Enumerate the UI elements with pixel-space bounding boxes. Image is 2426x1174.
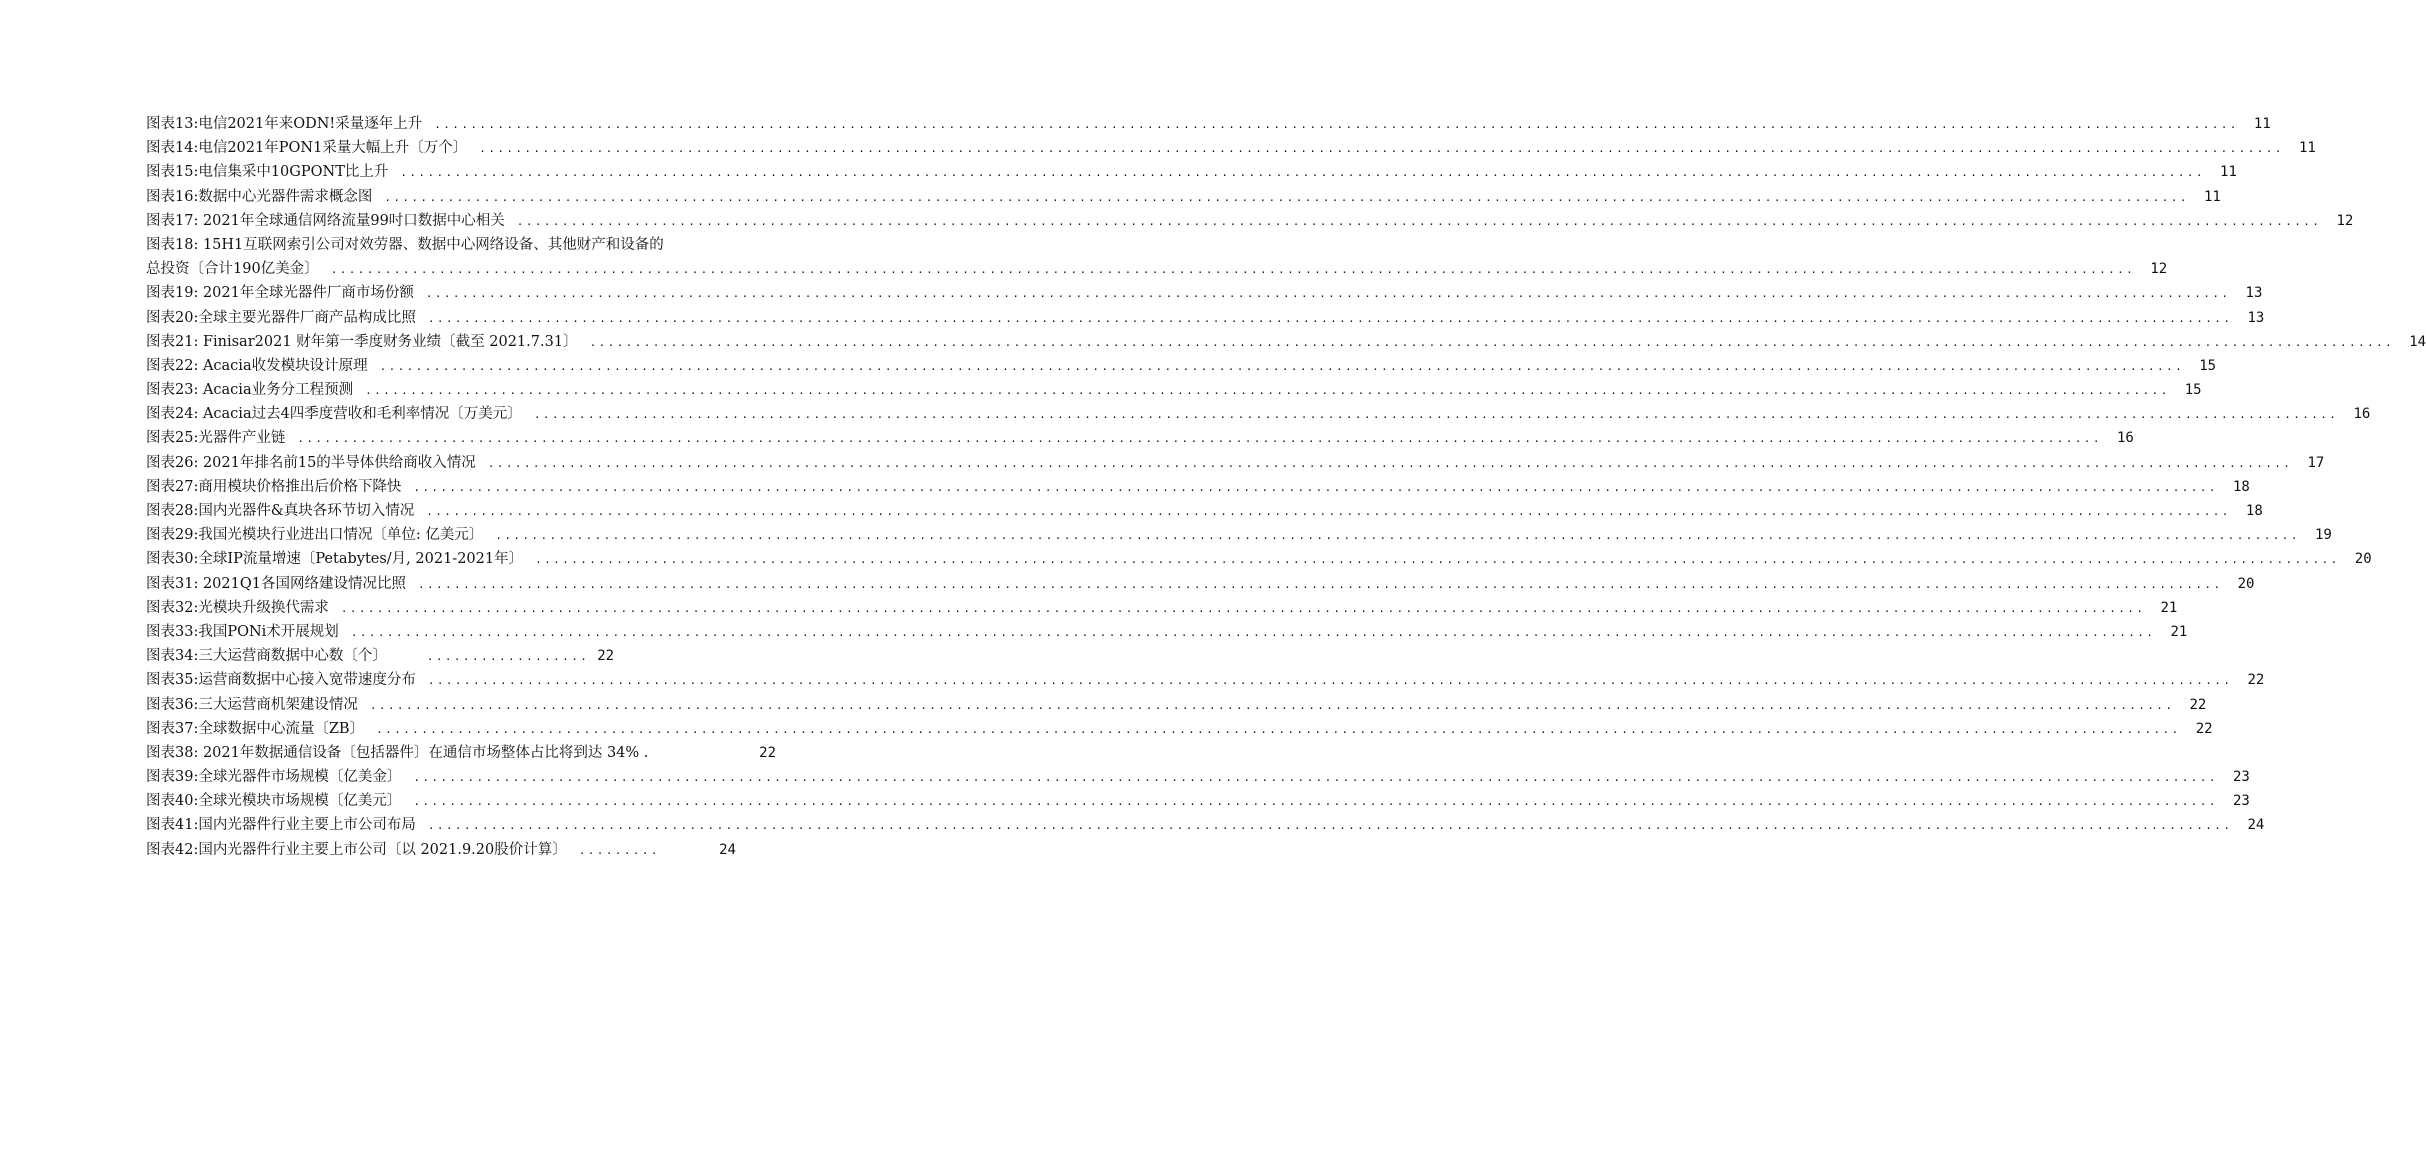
toc-entry-page: 11 xyxy=(2298,140,2316,157)
toc-entry-page: 11 xyxy=(2204,188,2221,205)
dot-leader: .................. xyxy=(426,650,590,664)
toc-entry-page: 20 xyxy=(2237,575,2255,592)
toc-entry-page: 21 xyxy=(2160,599,2178,616)
toc-entry-label: 图表17: 2021年全球通信网络流量99吋口数据中心相关 xyxy=(146,212,505,229)
toc-entry[interactable] xyxy=(146,620,2188,644)
toc-entry-page: 13 xyxy=(2245,285,2263,302)
toc-entry-page: 16 xyxy=(2353,406,2371,423)
toc-entry-page: 18 xyxy=(2245,503,2263,519)
dot-leader: ......... xyxy=(578,843,660,857)
toc-entry-label: 图表14:电信2021年PON1采量大幅上升〔万个〕 xyxy=(146,140,468,157)
toc-entry-label: 图表41:国内光器件行业主要上市公司布局 xyxy=(146,817,416,834)
dot-leader: ........................................................................................................................................................................................................ xyxy=(495,529,2300,543)
toc-entry-page: 23 xyxy=(2233,769,2250,786)
toc-entry-page: 16 xyxy=(2117,430,2134,447)
dot-leader: ........................................................................................................................................................................................................ xyxy=(376,722,2181,736)
toc-entry-label: 图表13:电信2021年来ODN!采量逐年上升 xyxy=(146,116,423,132)
toc-entry[interactable] xyxy=(146,717,2213,741)
toc-entry-label: 图表20:全球主要光器件厂商产品构成比照 xyxy=(146,309,416,326)
toc-entry-label: 图表22: Acacia收发模块设计原理 xyxy=(146,357,368,374)
toc-entry[interactable] xyxy=(146,596,2178,620)
toc-entry[interactable] xyxy=(146,306,2265,330)
toc-entry[interactable] xyxy=(146,789,2250,813)
dot-leader: ........................................................................................................................................................................................................ xyxy=(426,505,2231,518)
toc-entry[interactable] xyxy=(146,475,2250,499)
toc-entry-page: 24 xyxy=(719,841,736,858)
dot-leader: ........................................................................................................................................................................................................ xyxy=(535,553,2340,567)
toc-entry-label: 图表18: 15H1互联网索引公司对效劳器、数据中心网络设备、其他财产和设备的 xyxy=(146,236,664,253)
toc-entry-label: 图表34:三大运营商数据中心数〔个〕 xyxy=(146,648,387,665)
toc-entry[interactable] xyxy=(146,451,2325,475)
dot-leader: ........................................................................................................................................................................................................ xyxy=(427,311,2233,325)
dot-leader: ........................................................................................................................................................................................................ xyxy=(340,601,2146,615)
dot-leader: ........................................................................................................................................................................................................ xyxy=(589,335,2395,349)
toc-entry-label: 总投资〔合计190亿美金〕 xyxy=(146,261,319,278)
toc-entry[interactable] xyxy=(146,257,2168,281)
toc-entry-label: 图表36:三大运营商机架建设情况 xyxy=(146,696,358,713)
dot-leader: ........................................................................................................................................................................................................ xyxy=(350,625,2156,639)
dot-leader: ........................................................................................................................................................................................................ xyxy=(516,214,2322,228)
toc-entry[interactable] xyxy=(146,185,2221,209)
toc-entry-page: 15 xyxy=(2199,357,2217,374)
dot-leader: ........................................................................................................................................................................................................ xyxy=(400,166,2205,180)
toc-entry-label: 图表28:国内光器件&真块各环节切入情况 xyxy=(146,503,415,519)
toc-entry[interactable] xyxy=(146,741,776,765)
toc-entry-page: 12 xyxy=(2150,261,2168,278)
toc-entry-label: 图表27:商用模块价格推出后价格下降快 xyxy=(146,478,402,495)
toc-entry[interactable] xyxy=(146,838,776,862)
toc-entry[interactable] xyxy=(146,813,2265,837)
toc-entry-page: 22 xyxy=(2247,672,2265,689)
toc-entry-page: 22 xyxy=(2189,696,2207,713)
toc-entry[interactable] xyxy=(146,378,2202,402)
toc-entry[interactable] xyxy=(146,426,2134,450)
toc-entry[interactable] xyxy=(146,160,2237,184)
dot-leader: ........................................................................................................................................................................................................ xyxy=(479,142,2284,156)
dot-leader: ........................................................................................................................................................................................................ xyxy=(330,263,2136,277)
toc-entry-page: 17 xyxy=(2307,454,2325,471)
toc-entry[interactable] xyxy=(146,547,2372,571)
dot-leader: ........................................................................................................................................................................................................ xyxy=(369,698,2175,712)
toc-entry-label: 图表38: 2021年数据通信设备〔包括器件〕在通信市场整体占比将到达 34% . xyxy=(146,744,649,761)
toc-entry-label: 图表29:我国光模块行业进出口情况〔单位: 亿美元〕 xyxy=(146,527,484,544)
dot-leader: ........................................................................................................................................................................................................ xyxy=(417,577,2223,591)
toc-entry[interactable] xyxy=(146,209,2354,233)
dot-leader: ........................................................................................................................................................................................................ xyxy=(297,432,2102,446)
toc-entry-page: 18 xyxy=(2233,478,2250,495)
toc-entry-label: 图表21: Finisar2021 财年第一季度财务业绩〔截至 2021.7.31〕 xyxy=(146,333,578,350)
dot-leader: ........................................................................................................................................................................................................ xyxy=(413,771,2218,785)
toc-entry-label: 图表30:全球IP流量增速〔Petabytes/月, 2021-2021年〕 xyxy=(146,551,524,568)
toc-entry-label: 图表40:全球光模块市场规模〔亿美元〕 xyxy=(146,793,402,810)
toc-entry[interactable] xyxy=(146,668,2265,692)
toc-entry-page: 19 xyxy=(2315,527,2332,544)
toc-entry-label: 图表15:电信集采中10GPONT比上升 xyxy=(146,164,389,181)
toc-entry-label: 图表35:运营商数据中心接入宽带速度分布 xyxy=(146,672,416,689)
toc-entry-label: 图表37:全球数据中心流量〔ZB〕 xyxy=(146,720,365,737)
toc-entry-page: 21 xyxy=(2170,623,2188,640)
toc-entry[interactable] xyxy=(146,402,2371,426)
toc-entry-label: 图表25:光器件产业链 xyxy=(146,430,286,447)
toc-entry-page: 22 xyxy=(597,648,615,665)
toc-entry-label: 图表32:光模块升级换代需求 xyxy=(146,599,329,616)
toc-entry[interactable] xyxy=(146,330,2426,354)
toc-entry-label: 图表42:国内光器件行业主要上市公司〔以 2021.9.20股价计算〕 xyxy=(146,841,567,858)
toc-entry-page: 22 xyxy=(759,744,776,761)
toc-entry-label: 图表19: 2021年全球光器件厂商市场份额 xyxy=(146,285,414,302)
toc-entry-label: 图表23: Acacia业务分工程预测 xyxy=(146,382,354,399)
toc-entry-label: 图表24: Acacia过去4四季度营收和毛利率情况〔万美元〕 xyxy=(146,406,522,423)
toc-entry-page: 13 xyxy=(2247,309,2265,326)
dot-leader: ........................................................................................................................................................................................................ xyxy=(427,674,2233,688)
dot-leader: ........................................................................................................................................................................................................ xyxy=(413,480,2218,494)
dot-leader: ........................................................................................................................................................................................................ xyxy=(434,118,2239,131)
toc-entry-page: 20 xyxy=(2354,551,2372,568)
dot-leader: ........................................................................................................................................................................................................ xyxy=(365,384,2170,398)
toc-entry-page: 24 xyxy=(2247,817,2265,834)
toc-entry-label: 图表39:全球光器件市场规模〔亿美金〕 xyxy=(146,769,402,786)
toc-entry-label: 图表33:我国PONi术开展规划 xyxy=(146,623,339,640)
toc-entry[interactable] xyxy=(146,233,776,257)
dot-leader: ........................................................................................................................................................................................................ xyxy=(425,287,2231,301)
toc-entry[interactable] xyxy=(146,644,776,668)
dot-leader: ........................................................................................................................................................................................................ xyxy=(413,795,2218,809)
toc-entry[interactable] xyxy=(146,354,2217,378)
toc-entry[interactable] xyxy=(146,136,2316,160)
table-of-figures xyxy=(146,112,2426,862)
toc-entry-label: 图表26: 2021年排名前15的半导体供给商收入情况 xyxy=(146,454,476,471)
toc-entry[interactable] xyxy=(146,281,2263,305)
toc-entry-page: 22 xyxy=(2195,720,2213,737)
toc-entry[interactable] xyxy=(146,499,2263,523)
toc-entry[interactable] xyxy=(146,765,2250,789)
toc-entry[interactable] xyxy=(146,693,2207,717)
toc-entry-page: 11 xyxy=(2220,164,2237,181)
dot-leader: ........................................................................................................................................................................................................ xyxy=(384,190,2189,204)
toc-entry-label: 图表16:数据中心光器件需求概念图 xyxy=(146,188,373,205)
dot-leader: ........................................................................................................................................................................................................ xyxy=(379,359,2185,373)
dot-leader: ........................................................................................................................................................................................................ xyxy=(533,408,2339,422)
toc-entry-page: 14 xyxy=(2409,333,2426,350)
toc-entry-page: 23 xyxy=(2233,793,2250,810)
toc-entry-page: 11 xyxy=(2253,116,2271,132)
dot-leader: ........................................................................................................................................................................................................ xyxy=(427,819,2233,833)
toc-entry-page: 12 xyxy=(2336,212,2354,229)
toc-entry-label: 图表31: 2021Q1各国网络建设情况比照 xyxy=(146,575,406,592)
toc-entry-page: 15 xyxy=(2184,382,2202,399)
toc-entry[interactable] xyxy=(146,112,2271,136)
dot-leader: ........................................................................................................................................................................................................ xyxy=(487,456,2293,470)
toc-entry[interactable] xyxy=(146,572,2255,596)
toc-entry[interactable] xyxy=(146,523,2332,547)
